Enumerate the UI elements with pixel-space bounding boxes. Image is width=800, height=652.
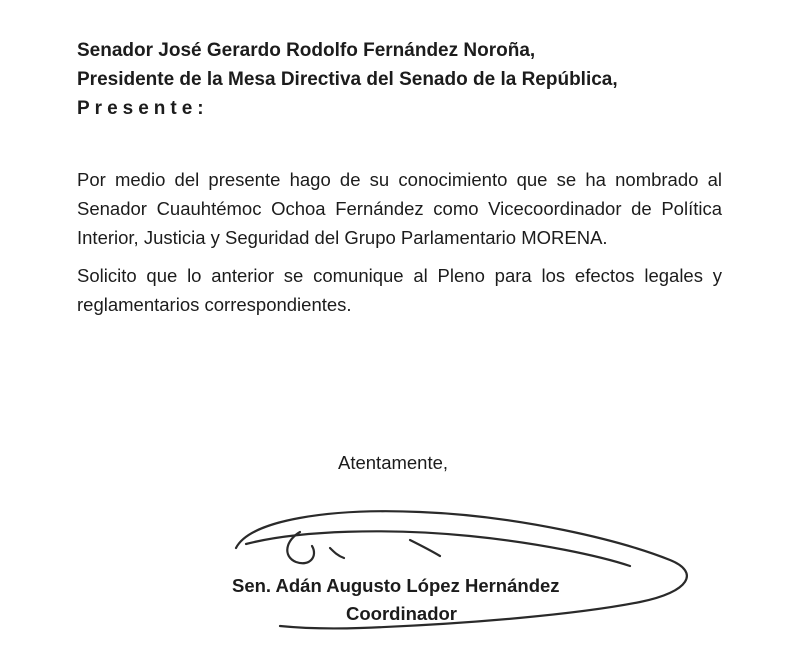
greeting: Presente: <box>77 98 209 119</box>
signer-name: Sen. Adán Augusto López Hernández <box>232 575 560 596</box>
body-paragraph-2: Solicito que lo anterior se comunique al Pleno para los efectos legales y reglamentarios correspondientes. <box>77 265 722 315</box>
recipient-position: Presidente de la Mesa Directiva del Senado de la República, <box>77 69 618 90</box>
recipient-block <box>77 36 618 123</box>
body-paragraph-1: Por medio del presente hago de su conocimiento que se ha nombrado al Senador Cuauhtémoc Ochoa Fernández como Vicecoordinador de Política Interior, Justicia y Seguridad del Grupo Parlamentario MORENA. <box>77 169 722 248</box>
recipient-name: Senador José Gerardo Rodolfo Fernández Noroña, <box>77 40 536 61</box>
letter-body <box>77 165 722 328</box>
signer-title: Coordinador <box>346 603 457 624</box>
closing-salutation: Atentamente, <box>338 452 449 473</box>
